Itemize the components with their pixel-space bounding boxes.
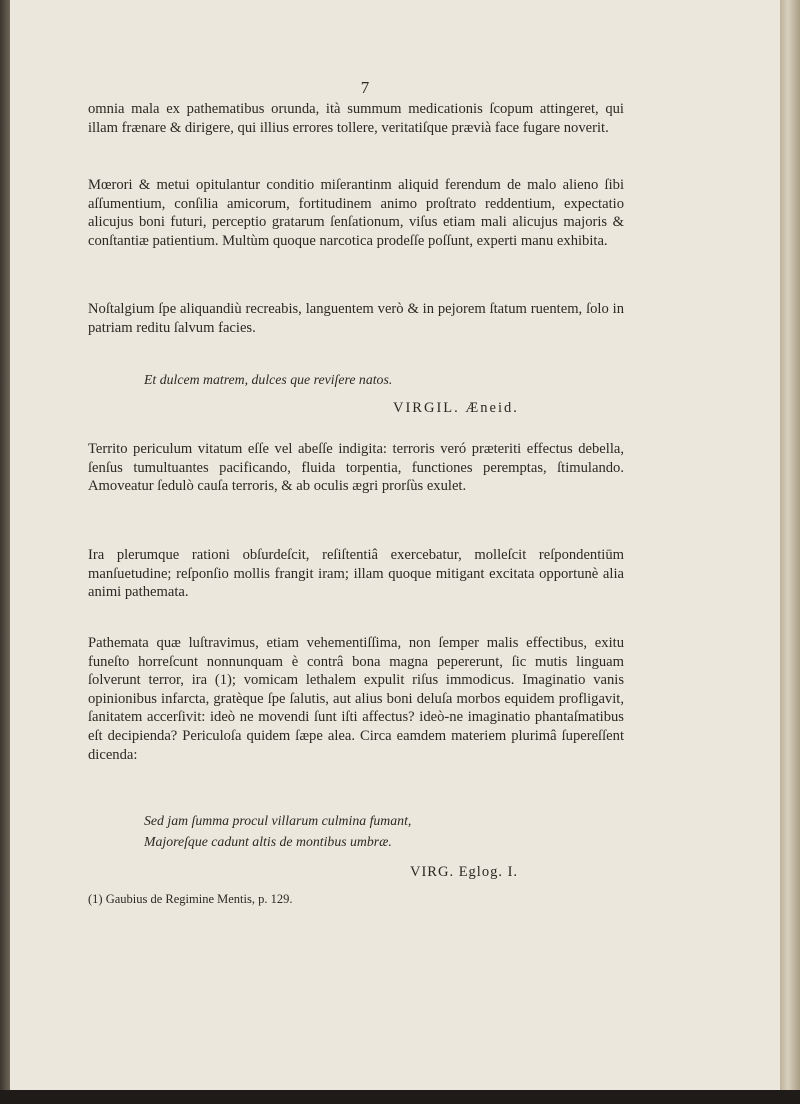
paragraph-1: omnia mala ex pathematibus orιunda, ità summum medicationis ſcopum attingeret, qui illam frænare & dirigere, qui illius errores tollere, veritatiſque prævià face fugare noverit.: [88, 101, 624, 136]
paragraph-4: Territo periculum vitatum eſſe vel abeſſe indigita: terroris veró præteriti effectus debella, ſenſus tumultuantes pacificando, fluida torpentia, functiones peremptas, ſtimulando. Amoveatur ſedulò cauſa terroris, & ab oculis ægri prorſùs exulet.: [88, 441, 624, 495]
page-number: 7: [360, 78, 370, 97]
quote-virgil-aeneid: Et dulcem matrem, dulces que reviſere natos.: [144, 372, 393, 387]
paragraph-2: Mœrori & metui opitulantur conditio miſerantinm aliquid ferendum de malo alieno ſibi aſſumentium, conſilia amicorum, fortitudinem animo proſtrato reddentium, expectatio alicujus boni futuri, perceptio gratarum ſenſationum, viſus etiam mali alicujus majoris & conſtantiæ patientium. Multùm quoque narcotica prodeſſe poſſunt, experti manu exhibita.: [88, 177, 624, 249]
quote-eclogue-line-2: Majoreſque cadunt altis de montibus umbræ.: [144, 834, 392, 849]
binding-shadow: [0, 0, 10, 1090]
book-page: [10, 0, 781, 1090]
paragraph-5: Ira plerumque rationi obſurdeſcit, reſiſtentiâ exercebatur, molleſcit reſpondentiūm manſuetudine; reſponſio mollis frangit iram; illam quoque mitigant excitata opportunè alia animi pathemata.: [88, 547, 624, 601]
footnote: (1) Gaubius de Regimine Mentis, p. 129.: [88, 892, 293, 906]
attribution-eclogue: VIRG. Eglog. I.: [410, 864, 519, 880]
paragraph-3: Noſtalgium ſpe aliquandiù recreabis, languentem verò & in pejorem ſtatum ruentem, ſolo in patriam reditu ſalvum facies.: [88, 301, 624, 336]
page-edge: [780, 0, 800, 1090]
bottom-shadow: [0, 1090, 800, 1104]
quote-eclogue-line-1: Sed jam ſumma procul villarum culmina fumant,: [144, 813, 412, 828]
attribution-aeneid: VIRGIL. Æneid.: [393, 400, 519, 416]
paragraph-6: Pathemata quæ luſtravimus, etiam vehementiſſima, non ſemper malis effectibus, exitu funeſto horreſcunt nonnunquam è contrâ bona magna pepererunt, ſic mutis linguam ſolverunt terror, ira (1); vomicam lethalem expulit riſus immodicus. Imaginatio vanis opinionibus infarcta, gratèque ſpe ſalutis, aut alius boni deluſa morbos equidem profligavit, ſanitatem accerſivit: ideò ne movendi ſunt iſti affectus? ideò-ne imaginatio phantaſmatibus eſt decipienda? Periculoſa quidem ſæpe alea. Circa eamdem materiem plurimâ ſupereſſent dicenda:: [88, 635, 624, 763]
